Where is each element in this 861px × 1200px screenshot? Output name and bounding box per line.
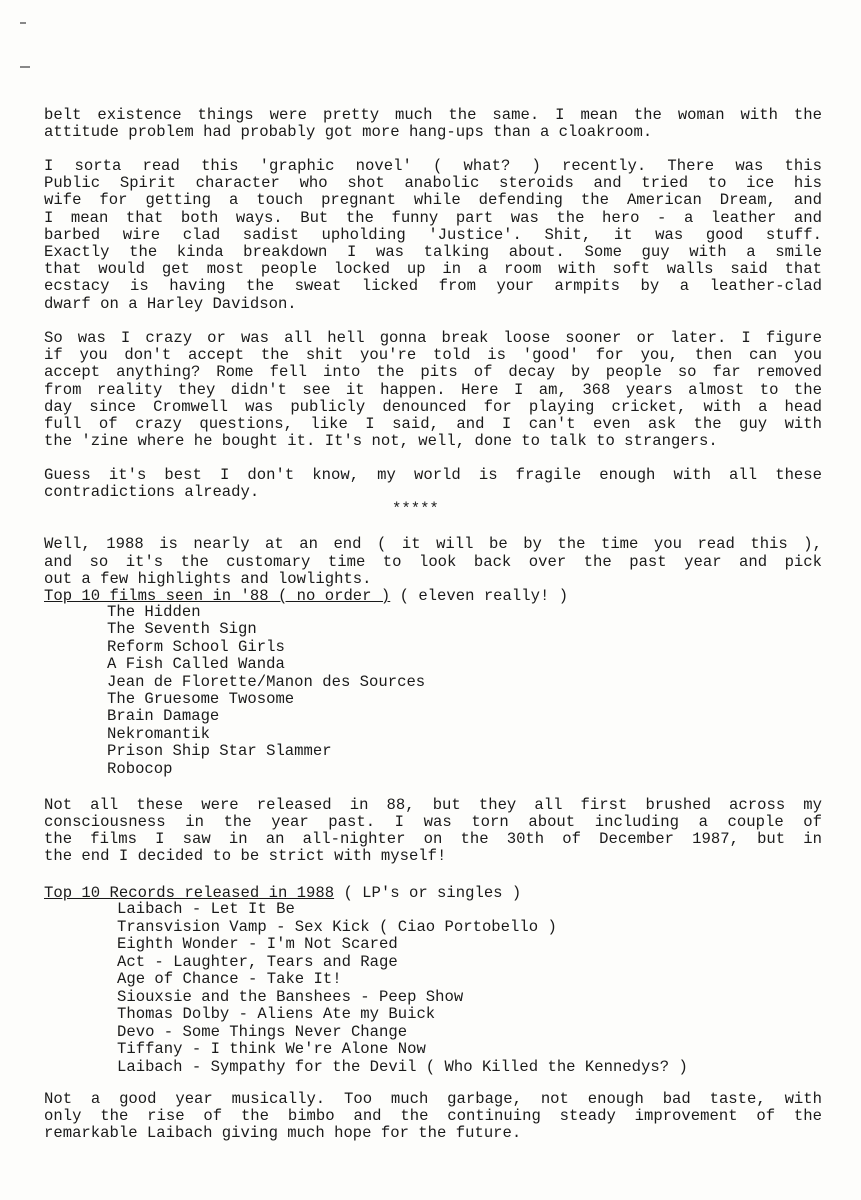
records-heading-title: Top 10 Records released in 1988 <box>44 884 335 902</box>
film-list-item: Robocop <box>107 760 173 778</box>
record-list-item: Act - Laughter, Tears and Rage <box>117 953 398 971</box>
record-list-item: Age of Chance - Take It! <box>117 970 342 988</box>
film-list-item: Prison Ship Star Slammer <box>107 742 332 760</box>
film-list-item: A Fish Called Wanda <box>107 655 285 673</box>
record-list-item: Transvision Vamp - Sex Kick ( Ciao Portobello ) <box>117 918 557 936</box>
paragraph-line: Public Spirit character who shot anabolic steroids and tried to ice his <box>44 175 822 192</box>
record-list-item: Tiffany - I think We're Alone Now <box>117 1040 426 1058</box>
paragraph-line: barbed wire clad sadist upholding 'Justice'. Shit, it was good stuff. <box>44 227 822 244</box>
scan-mark <box>20 22 26 24</box>
paragraph-line: I mean that both ways. But the funny part was the hero - a leather and <box>44 210 822 227</box>
films-heading-note: ( eleven really! ) <box>390 587 569 605</box>
paragraph-line: consciousness in the year past. I was torn about including a couple of <box>44 814 822 831</box>
paragraph-line: the films I saw in an all-nighter on the 30th of December 1987, but in <box>44 831 822 848</box>
film-list-item: The Hidden <box>107 603 201 621</box>
films-heading-title: Top 10 films seen in '88 ( no order ) <box>44 587 391 605</box>
paragraph-line: ecstacy is having the sweat licked from your armpits by a leather-clad <box>44 278 822 295</box>
section-separator: ***** <box>392 500 439 518</box>
paragraph-line: remarkable Laibach giving much hope for the future. <box>44 1125 522 1142</box>
paragraph-line: day since Cromwell was publicly denounced for playing cricket, with a head <box>44 399 822 416</box>
paragraph-line: Exactly the kinda breakdown I was talking about. Some guy with a smile <box>44 244 822 261</box>
film-list-item: Nekromantik <box>107 725 210 743</box>
paragraph-line: wife for getting a touch pregnant while defending the American Dream, and <box>44 192 822 209</box>
paragraph-line: attitude problem had probably got more hang-ups than a cloakroom. <box>44 124 653 141</box>
paragraph-line: Not all these were released in 88, but they all first brushed across my <box>44 797 822 814</box>
paragraph-line: contradictions already. <box>44 484 260 501</box>
paragraph-line: if you don't accept the shit you're told is 'good' for you, then can you <box>44 347 822 364</box>
record-list-item: Devo - Some Things Never Change <box>117 1023 408 1041</box>
paragraph-line: out a few highlights and lowlights. <box>44 571 372 588</box>
film-list-item: The Gruesome Twosome <box>107 690 295 708</box>
film-list-item: The Seventh Sign <box>107 620 257 638</box>
record-list-item: Siouxsie and the Banshees - Peep Show <box>117 988 464 1006</box>
record-list-item: Eighth Wonder - I'm Not Scared <box>117 935 398 953</box>
record-list-item: Laibach - Sympathy for the Devil ( Who Killed the Kennedys? ) <box>117 1058 688 1076</box>
paragraph-line: that would get most people locked up in a room with soft walls said that <box>44 261 822 278</box>
paragraph-line: Not a good year musically. Too much garbage, not enough bad taste, with <box>44 1091 822 1108</box>
paragraph-line: I sorta read this 'graphic novel' ( what? ) recently. There was this <box>44 158 822 175</box>
paragraph-line: the end I decided to be strict with myself! <box>44 848 447 865</box>
film-list-item: Reform School Girls <box>107 638 285 656</box>
film-list-item: Jean de Florette/Manon des Sources <box>107 673 426 691</box>
paragraph-line: the 'zine where he bought it. It's not, well, done to talk to strangers. <box>44 433 718 450</box>
film-list-item: Brain Damage <box>107 707 220 725</box>
scan-mark <box>20 66 30 68</box>
paragraph-line: only the rise of the bimbo and the continuing steady improvement of the <box>44 1108 822 1125</box>
paragraph-line: belt existence things were pretty much the same. I mean the woman with the <box>44 107 822 124</box>
paragraph-line: Guess it's best I don't know, my world is fragile enough with all these <box>44 467 822 484</box>
paragraph-line: accept anything? Rome fell into the pits of decay by people so far removed <box>44 364 822 381</box>
paragraph-line: and so it's the customary time to look back over the past year and pick <box>44 554 822 571</box>
paragraph-line: dwarf on a Harley Davidson. <box>44 296 297 313</box>
records-heading-note: ( LP's or singles ) <box>334 884 522 902</box>
record-list-item: Laibach - Let It Be <box>117 900 295 918</box>
paragraph-line: full of crazy questions, like I said, and I can't even ask the guy with <box>44 416 822 433</box>
paragraph-line: from reality they didn't see it happen. Here I am, 368 years almost to the <box>44 382 822 399</box>
paragraph-line: Well, 1988 is nearly at an end ( it will be by the time you read this ), <box>44 536 822 553</box>
record-list-item: Thomas Dolby - Aliens Ate my Buick <box>117 1005 436 1023</box>
paragraph-line: So was I crazy or was all hell gonna break loose sooner or later. I figure <box>44 330 822 347</box>
